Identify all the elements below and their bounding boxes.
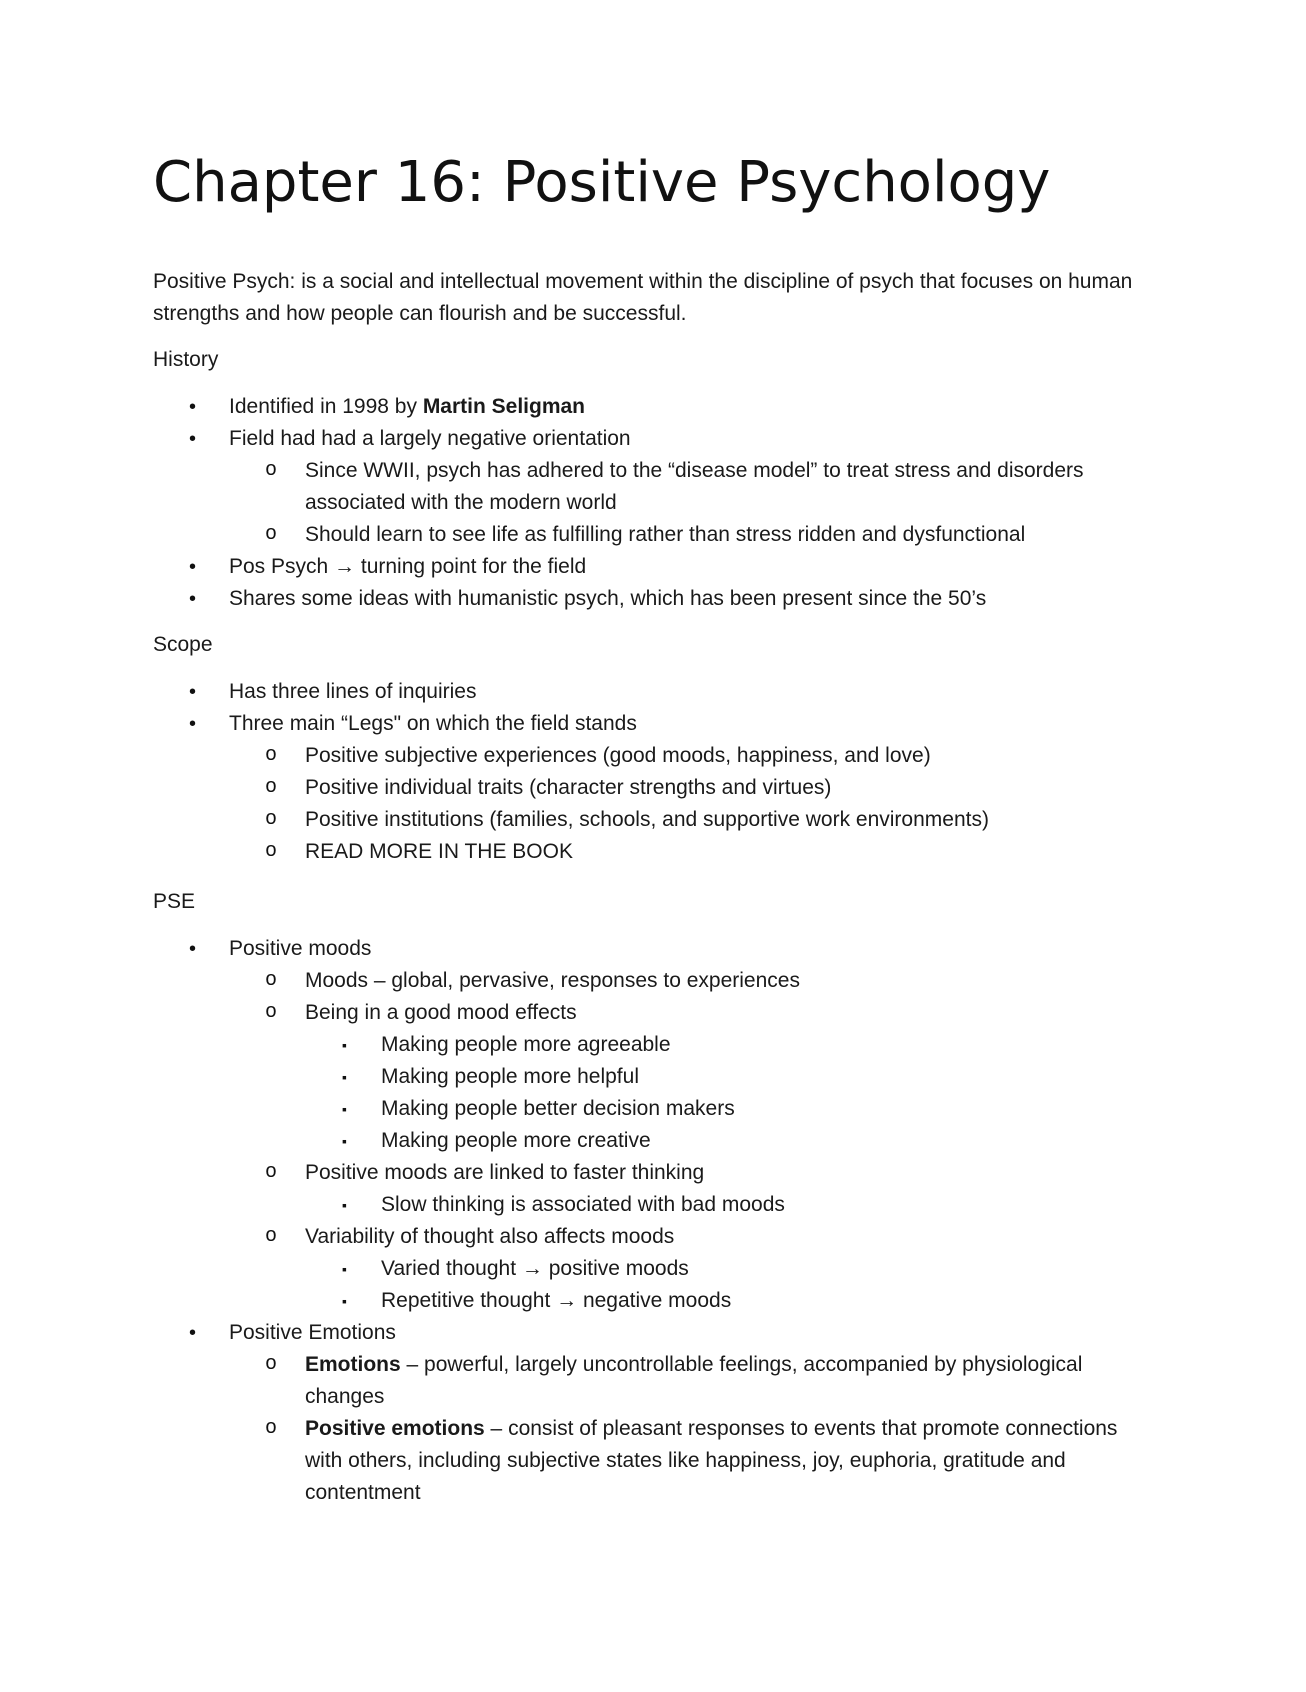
pse-list (153, 933, 1153, 1509)
bullet-icon: • (189, 1322, 197, 1344)
circle-bullet-icon: o (265, 808, 278, 831)
sub-sub-list (305, 1189, 1153, 1221)
square-bullet-icon: ▪ (342, 1101, 347, 1117)
list-item-text: Positive Emotions (229, 1321, 396, 1344)
list-item-text: Positive moods (229, 937, 372, 960)
term-bold-text: Emotions (305, 1353, 401, 1376)
circle-bullet-icon: o (265, 1353, 278, 1376)
sub-sub-list-item-text: Making people more creative (381, 1129, 651, 1152)
sub-list-item-text: Variability of thought also affects moods (305, 1225, 675, 1248)
circle-bullet-icon: o (265, 776, 278, 799)
square-bullet-icon: ▪ (342, 1133, 347, 1149)
sub-list-item-text: READ MORE IN THE BOOK (305, 840, 573, 863)
history-list (153, 391, 1153, 615)
sub-sub-list-item (305, 1285, 1153, 1317)
sub-list-item (229, 1413, 1153, 1509)
sub-list-item (229, 1221, 1153, 1317)
sub-list-item-text: Positive individual traits (character strengths and virtues) (305, 776, 832, 799)
circle-bullet-icon: o (265, 969, 278, 992)
document-body (153, 266, 1153, 1523)
sub-list-item (229, 836, 1153, 868)
sub-list-item-text: – powerful, largely uncontrollable feelings, accompanied by physiological changes (305, 1353, 1083, 1408)
list-item (153, 583, 1153, 615)
sub-list-item-text: Positive moods are linked to faster thinking (305, 1161, 705, 1184)
intro-paragraph: Positive Psych: is a social and intellectual movement within the discipline of psych that focuses on human strengths and how people can flourish and be successful. (153, 270, 1133, 325)
list-item-text: Field had had a largely negative orientation (229, 427, 631, 450)
list-item (153, 1317, 1153, 1509)
sub-sub-list-item (305, 1125, 1153, 1157)
sub-sub-list (305, 1253, 1153, 1317)
sub-sub-list-item-text: Varied thought → positive moods (381, 1257, 689, 1280)
sub-list (229, 1349, 1153, 1509)
circle-bullet-icon: o (265, 1225, 278, 1248)
circle-bullet-icon: o (265, 1417, 278, 1440)
bullet-icon: • (189, 681, 197, 703)
list-item-bold-text: Martin Seligman (422, 395, 586, 418)
sub-sub-list-item-text: Making people more agreeable (381, 1033, 671, 1056)
scope-list (153, 676, 1153, 868)
sub-list-item-text: Positive institutions (families, schools, and supportive work environments) (305, 808, 989, 831)
square-bullet-icon: ▪ (342, 1037, 347, 1053)
sub-sub-list-item (305, 1253, 1153, 1285)
sub-list-item (229, 965, 1153, 997)
sub-sub-list-item (305, 1061, 1153, 1093)
square-bullet-icon: ▪ (342, 1261, 347, 1277)
sub-list (229, 455, 1153, 551)
list-item (153, 708, 1153, 868)
section-heading-pse: PSE (153, 890, 196, 913)
bullet-icon: • (189, 588, 197, 610)
sub-sub-list-item-text: Repetitive thought → negative moods (381, 1289, 732, 1312)
list-item (153, 423, 1153, 551)
sub-list-item (229, 804, 1153, 836)
sub-list-item (229, 740, 1153, 772)
sub-list-item-text: Since WWII, psych has adhered to the “disease model” to treat stress and disorders associated with the modern world (305, 459, 1084, 514)
sub-list (229, 965, 1153, 1317)
square-bullet-icon: ▪ (342, 1197, 347, 1213)
sub-list-item-text: Being in a good mood effects (305, 1001, 577, 1024)
sub-list-item-text: Moods – global, pervasive, responses to experiences (305, 969, 800, 992)
sub-sub-list-item-text: Slow thinking is associated with bad moods (381, 1193, 785, 1216)
sub-list-item-text: Positive subjective experiences (good moods, happiness, and love) (305, 744, 931, 767)
bullet-icon: • (189, 938, 197, 960)
circle-bullet-icon: o (265, 459, 278, 482)
circle-bullet-icon: o (265, 1001, 278, 1024)
section-heading-scope: Scope (153, 633, 213, 656)
sub-list-item (229, 1157, 1153, 1221)
circle-bullet-icon: o (265, 744, 278, 767)
sub-sub-list-item (305, 1189, 1153, 1221)
list-item (153, 551, 1153, 583)
bullet-icon: • (189, 713, 197, 735)
circle-bullet-icon: o (265, 523, 278, 546)
sub-list-item-text: – consist of pleasant responses to events that promote connections with others, including subjective states like happiness, joy, euphoria, gratitude and contentment (305, 1417, 1118, 1504)
list-item-text: Has three lines of inquiries (229, 680, 477, 703)
sub-sub-list-item (305, 1093, 1153, 1125)
bullet-icon: • (189, 556, 197, 578)
term-bold-text: Positive emotions (305, 1417, 485, 1440)
section-heading-history: History (153, 348, 219, 371)
sub-sub-list-item-text: Making people better decision makers (381, 1097, 735, 1120)
sub-sub-list (305, 1029, 1153, 1157)
list-item (153, 391, 1153, 423)
sub-list (229, 740, 1153, 868)
sub-list-item (229, 455, 1153, 519)
bullet-icon: • (189, 428, 197, 450)
list-item-text: Three main “Legs" on which the field stands (229, 712, 637, 735)
sub-list-item-text: Should learn to see life as fulfilling rather than stress ridden and dysfunctional (305, 523, 1026, 546)
bullet-icon: • (189, 396, 197, 418)
square-bullet-icon: ▪ (342, 1293, 347, 1309)
chapter-title: Chapter 16: Positive Psychology (153, 150, 1051, 215)
sub-sub-list-item-text: Making people more helpful (381, 1065, 639, 1088)
sub-list-item (229, 1349, 1153, 1413)
list-item (153, 933, 1153, 1317)
list-item-text: Pos Psych → turning point for the field (229, 555, 587, 578)
list-item-text: Identified in 1998 by (229, 395, 423, 418)
circle-bullet-icon: o (265, 840, 278, 863)
sub-list-item (229, 772, 1153, 804)
list-item-text: Shares some ideas with humanistic psych, which has been present since the 50’s (229, 587, 987, 610)
sub-list-item (229, 519, 1153, 551)
list-item (153, 676, 1153, 708)
sub-list-item (229, 997, 1153, 1157)
square-bullet-icon: ▪ (342, 1069, 347, 1085)
sub-sub-list-item (305, 1029, 1153, 1061)
circle-bullet-icon: o (265, 1161, 278, 1184)
